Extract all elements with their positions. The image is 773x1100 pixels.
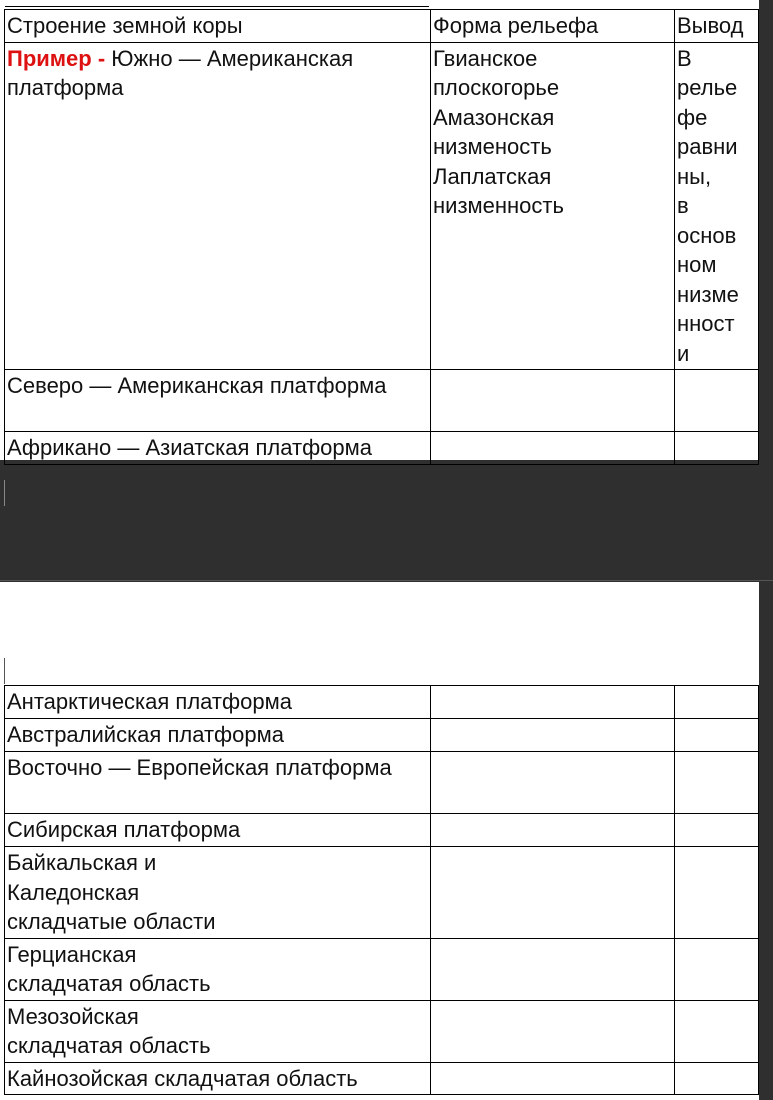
table-row <box>5 370 759 432</box>
example-conclusion-cell: В релье фе равни ны, в основ ном низме нност и <box>675 42 759 370</box>
document-page-2 <box>0 582 773 1100</box>
row-conclusion-cell <box>675 814 759 847</box>
row-structure-cell: Байкальская и Каледонская складчатые области <box>5 847 431 939</box>
header-conclusion: Вывод <box>675 10 759 43</box>
row-conclusion-cell <box>675 1000 759 1062</box>
row-conclusion-cell <box>675 719 759 752</box>
table-row <box>5 847 759 939</box>
table-row <box>5 719 759 752</box>
row-relief-cell <box>431 719 675 752</box>
row-structure-cell: Австралийская платформа <box>5 719 431 752</box>
row-relief-cell <box>431 1000 675 1062</box>
example-row <box>5 42 759 370</box>
table-row <box>5 752 759 814</box>
crop-mark <box>4 480 5 506</box>
row-relief-cell <box>431 814 675 847</box>
row-relief-cell <box>431 938 675 1000</box>
row-structure-cell: Сибирская платформа <box>5 814 431 847</box>
row-conclusion-cell <box>675 432 759 465</box>
row-relief-cell <box>431 686 675 719</box>
header-structure: Строение земной коры <box>5 10 431 43</box>
header-row <box>5 10 759 43</box>
example-relief-cell: Гвианское плоскогорье Амазонская низменость Лаплатская низменность <box>431 42 675 370</box>
row-relief-cell <box>431 370 675 432</box>
table-row <box>5 814 759 847</box>
row-structure-cell: Африкано — Азиатская платформа <box>5 432 431 465</box>
row-conclusion-cell <box>675 847 759 939</box>
row-structure-cell: Антарктическая платформа <box>5 686 431 719</box>
row-conclusion-cell <box>675 938 759 1000</box>
row-conclusion-cell <box>675 370 759 432</box>
page-edge-shade <box>759 582 773 1100</box>
row-relief-cell <box>431 432 675 465</box>
row-structure-cell: Кайнозойская складчатая область <box>5 1062 431 1095</box>
table-row <box>5 432 759 465</box>
row-relief-cell <box>431 1062 675 1095</box>
row-structure-cell: Мезозойская складчатая область <box>5 1000 431 1062</box>
table-row <box>5 686 759 719</box>
row-structure-cell: Восточно — Европейская платформа <box>5 752 431 814</box>
top-border-line <box>5 6 429 7</box>
crop-mark <box>4 658 5 684</box>
document-page-1 <box>0 0 773 460</box>
example-label-rest: Южно — Американская платформа <box>7 45 354 100</box>
row-relief-cell <box>431 847 675 939</box>
row-conclusion-cell <box>675 1062 759 1095</box>
header-relief: Форма рельефа <box>431 10 675 43</box>
table-row <box>5 1062 759 1095</box>
relief-table-bottom <box>4 685 759 1095</box>
table-row <box>5 1000 759 1062</box>
table-row <box>5 938 759 1000</box>
row-conclusion-cell <box>675 686 759 719</box>
row-structure-cell: Герцианская складчатая область <box>5 938 431 1000</box>
relief-table-top <box>4 9 759 465</box>
page-divider <box>0 580 773 581</box>
row-structure-cell: Северо — Американская платформа <box>5 370 431 432</box>
example-label-bold: Пример - <box>7 45 106 71</box>
page-edge-shade <box>759 0 773 460</box>
row-relief-cell <box>431 752 675 814</box>
example-structure-cell <box>5 42 431 370</box>
row-conclusion-cell <box>675 752 759 814</box>
